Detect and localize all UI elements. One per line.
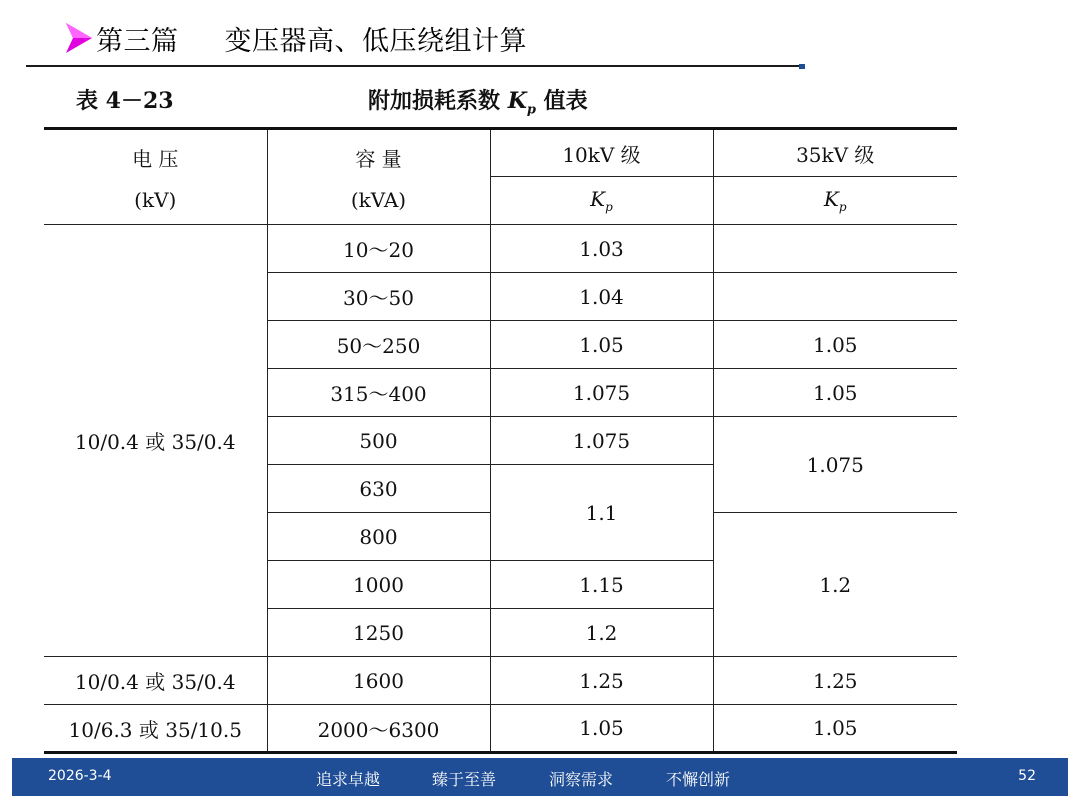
kp10-cell: 1.05 (490, 321, 713, 369)
header-rule (26, 65, 802, 67)
header-rule-accent (799, 64, 805, 69)
footer-slogan: 臻于至善 (432, 770, 497, 789)
table-row (44, 705, 957, 753)
table-number: 表 4－23 (76, 88, 174, 114)
header-35kv: 35kV 级 (713, 129, 957, 177)
voltage-group-cell: 10/0.4 或 35/0.4 (44, 225, 267, 657)
kp-table (44, 127, 957, 754)
slide-header (64, 18, 527, 58)
header-capacity: 容 量 (kVA) (267, 129, 490, 225)
footer-slogan: 追求卓越 (316, 770, 381, 789)
capacity-cell: 30～50 (267, 273, 490, 321)
kp35-cell: 1.25 (713, 657, 957, 705)
kp10-cell: 1.04 (490, 273, 713, 321)
kp10-cell: 1.1 (490, 465, 713, 561)
kp35-cell: 1.075 (713, 417, 957, 513)
capacity-cell: 1000 (267, 561, 490, 609)
kp10-cell: 1.03 (490, 225, 713, 273)
capacity-cell: 1600 (267, 657, 490, 705)
voltage-cell: 10/6.3 或 35/10.5 (44, 705, 267, 753)
header-voltage: 电 压 (kV) (44, 129, 267, 225)
kp35-cell: 1.05 (713, 321, 957, 369)
kp10-cell: 1.25 (490, 657, 713, 705)
capacity-cell: 2000～6300 (267, 705, 490, 753)
kp10-cell: 1.15 (490, 561, 713, 609)
kp-symbol: $K_p$ (507, 88, 536, 118)
kp35-cell: 1.2 (713, 513, 957, 657)
header-35kv-kp: $K_p$ (713, 177, 957, 225)
voltage-cell: 10/0.4 或 35/0.4 (44, 657, 267, 705)
capacity-cell: 800 (267, 513, 490, 561)
footer-date: 2026-3-4 (48, 768, 112, 784)
part-label: 第三篇 (96, 25, 179, 57)
kp35-cell-empty (713, 273, 957, 321)
kp10-cell: 1.05 (490, 705, 713, 753)
capacity-cell: 315～400 (267, 369, 490, 417)
table-row (44, 657, 957, 705)
table-title: 附加损耗系数 $K_p$ 值表 (368, 88, 588, 118)
table-header-row (44, 129, 957, 177)
table-row (44, 225, 957, 273)
kp10-cell: 1.2 (490, 609, 713, 657)
kp10-cell: 1.075 (490, 369, 713, 417)
arrow-bullet-icon (64, 20, 94, 56)
slide-title: 变压器高、低压绕组计算 (224, 25, 527, 57)
capacity-cell: 1250 (267, 609, 490, 657)
footer-bar (12, 758, 1068, 796)
kp35-cell: 1.05 (713, 369, 957, 417)
capacity-cell: 50～250 (267, 321, 490, 369)
kp10-cell: 1.075 (490, 417, 713, 465)
kp35-cell-empty (713, 225, 957, 273)
header-10kv: 10kV 级 (490, 129, 713, 177)
footer-slogan: 洞察需求 (549, 770, 614, 789)
capacity-cell: 500 (267, 417, 490, 465)
page-number: 52 (1018, 768, 1036, 784)
footer-slogan: 不懈创新 (666, 770, 731, 789)
kp35-cell: 1.05 (713, 705, 957, 753)
header-10kv-kp: $K_p$ (490, 177, 713, 225)
capacity-cell: 630 (267, 465, 490, 513)
capacity-cell: 10～20 (267, 225, 490, 273)
